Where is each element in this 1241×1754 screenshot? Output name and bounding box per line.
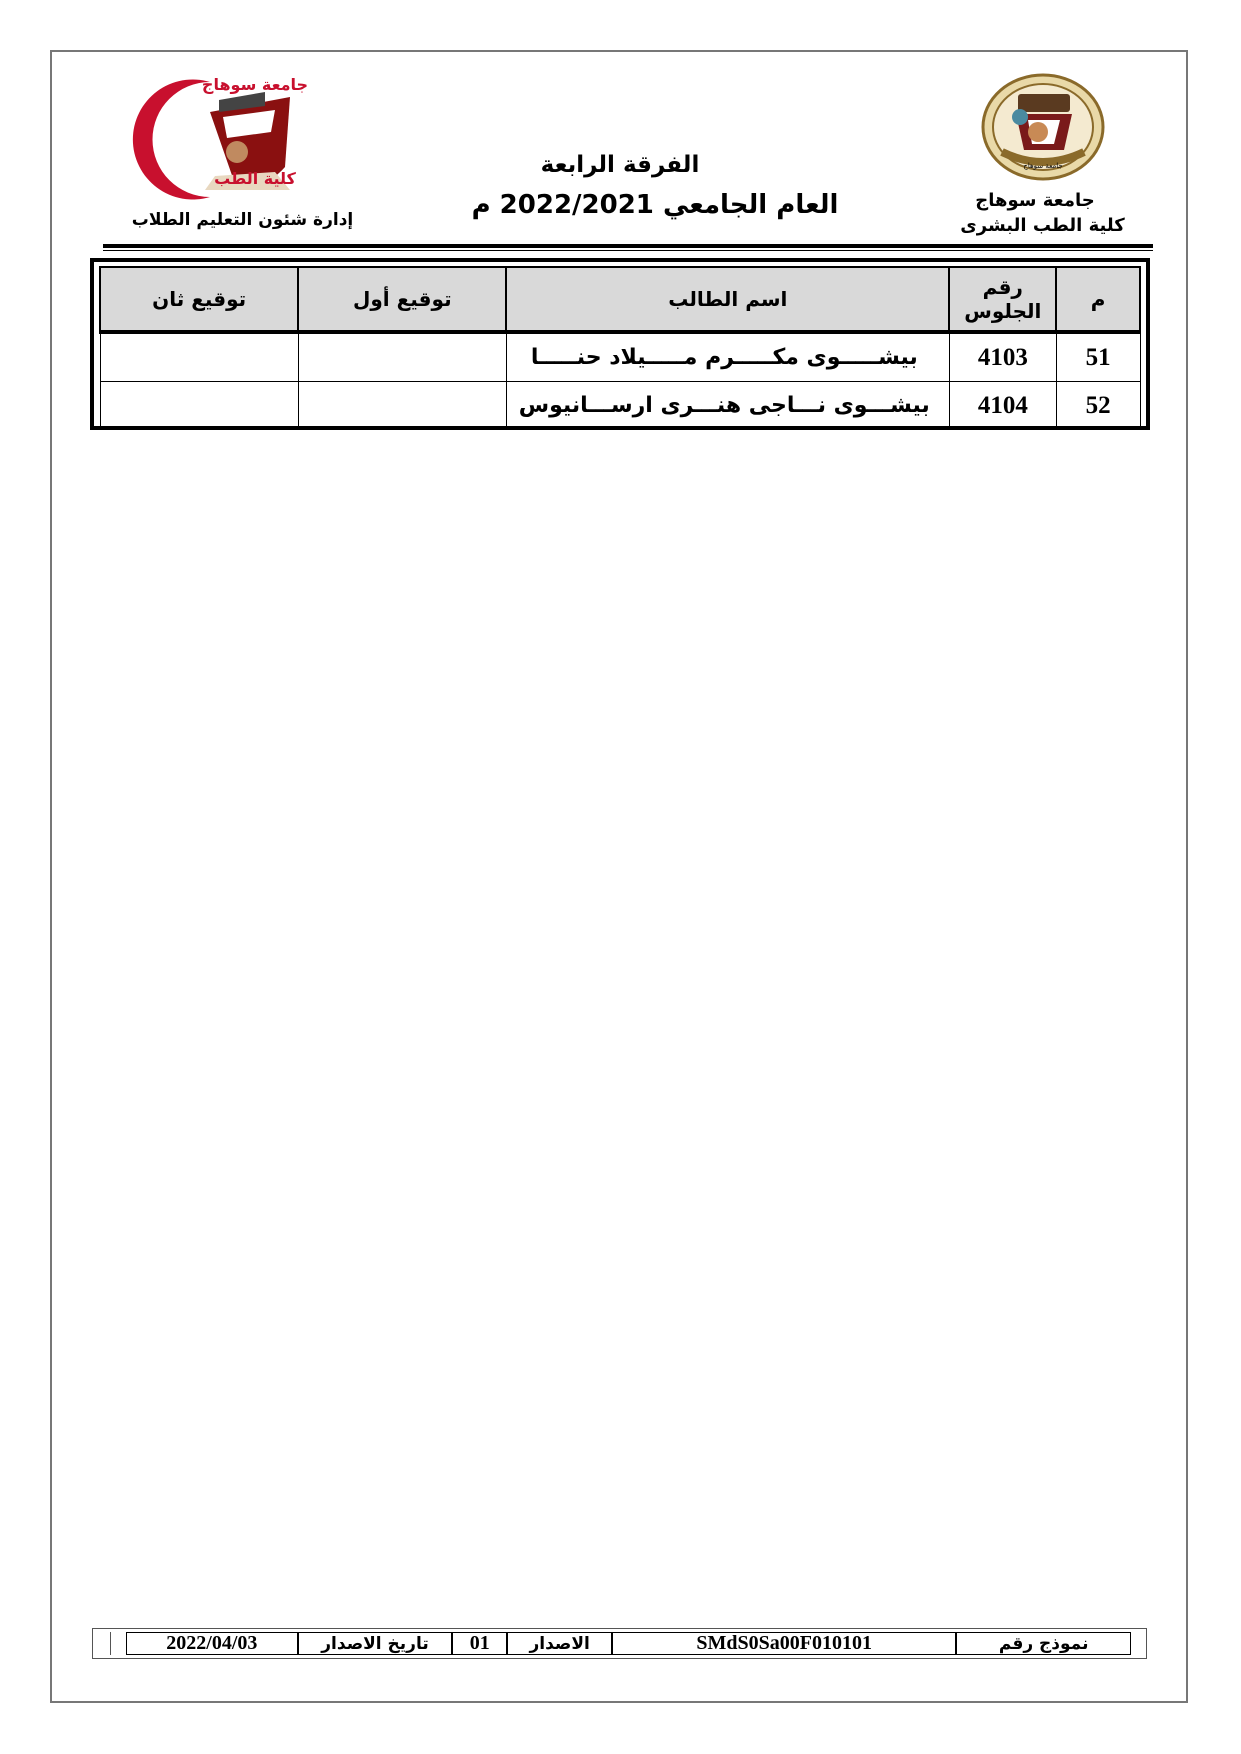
students-table — [99, 266, 1141, 430]
table-row — [100, 382, 1140, 430]
row-index: 51 — [1056, 332, 1140, 382]
row-first-signature — [298, 382, 506, 430]
row-seat-number: 4103 — [949, 332, 1056, 382]
version-number: 01 — [451, 1633, 506, 1654]
university-name: جامعة سوهاج — [975, 190, 1095, 211]
row-second-signature — [100, 382, 298, 430]
row-student-name: بيشـــــوى مكـــــرم مـــــيلاد حنـــــا — [506, 332, 949, 382]
row-second-signature — [100, 332, 298, 382]
row-first-signature — [298, 332, 506, 382]
table-header-row — [100, 267, 1140, 332]
footer-divider — [110, 1632, 111, 1655]
faculty-name: كلية الطب البشرى — [960, 215, 1125, 236]
row-index: 52 — [1056, 382, 1140, 430]
academic-year: العام الجامعي 2022/2021 م — [471, 190, 839, 220]
col-name-header: اسم الطالب — [506, 267, 949, 332]
row-seat-number: 4104 — [949, 382, 1056, 430]
issue-date: 2022/04/03 — [166, 1632, 258, 1654]
col-first-signature-header: توقيع أول — [298, 267, 506, 332]
issue-date-label: تاريخ الاصدار — [297, 1633, 452, 1654]
students-table-frame — [90, 258, 1150, 430]
form-footer — [92, 1628, 1147, 1659]
department-name: إدارة شئون التعليم الطلاب — [131, 210, 354, 230]
table-row — [100, 332, 1140, 382]
col-index-header: م — [1056, 267, 1140, 332]
header-divider — [103, 244, 1153, 248]
form-number-label: نموذج رقم — [955, 1633, 1130, 1654]
university-seal-logo — [980, 72, 1106, 182]
logo-university-text: جامعة سوهاج — [201, 75, 309, 94]
seal-caption: جامعة سوهاج — [1023, 162, 1063, 170]
year-level-title: الفرقة الرابعة — [540, 152, 700, 178]
row-student-name: بيشـــوى نـــاجى هنـــرى ارســـانيوس — [506, 382, 949, 430]
header-divider-thin — [103, 250, 1153, 251]
col-second-signature-header: توقيع ثان — [100, 267, 298, 332]
version-label: الاصدار — [506, 1633, 611, 1654]
logo-faculty-text: كلية الطب — [214, 169, 296, 188]
form-number: SMdS0Sa00F010101 — [611, 1633, 955, 1654]
faculty-logo — [115, 72, 320, 202]
form-footer-fields — [126, 1632, 1131, 1655]
col-seat-header: رقم الجلوس — [949, 267, 1056, 332]
